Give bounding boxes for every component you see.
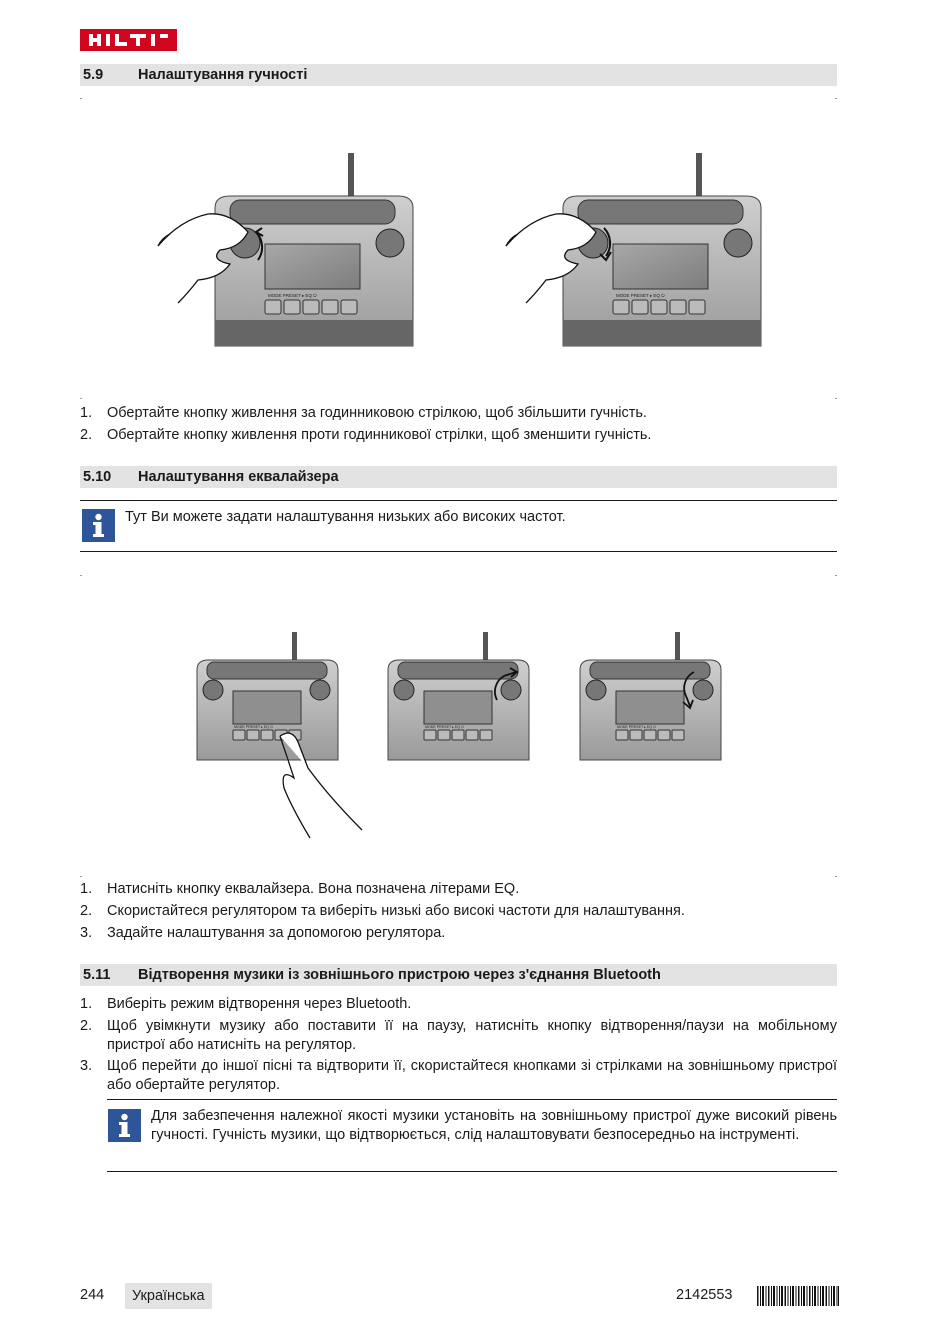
- figure-corner-mark: [835, 575, 837, 576]
- section-header-5-11: [80, 964, 837, 986]
- step-text: Щоб увімкнути музику або поставити її на паузу, натисніть кнопку відтворення/паузи на мобільному пристрої або натисніть на регулятор.: [107, 1018, 837, 1053]
- figure-corner-mark: [80, 575, 82, 576]
- svg-text:MODE PRESET ▸ EQ: MODE PRESET ▸ EQ ⏻: [616, 293, 665, 298]
- step-number: 1.: [80, 881, 93, 897]
- section-header-5-9: [80, 64, 837, 86]
- page-number: 244: [80, 1287, 105, 1303]
- note-top-rule: [107, 1099, 837, 1100]
- figure-corner-mark: [835, 98, 837, 99]
- equalizer-figure: [80, 628, 837, 860]
- document-number: 2142553: [676, 1287, 733, 1303]
- step-number: 3.: [80, 925, 93, 941]
- hilti-logo: [80, 29, 177, 51]
- step-number: 2.: [80, 427, 93, 443]
- radio-eq-3: [580, 632, 721, 760]
- section-number: 5.11: [83, 967, 111, 983]
- radio-eq-1: [197, 632, 362, 838]
- step-text: Задайте налаштування за допомогою регулятора.: [107, 925, 446, 941]
- step-text: Натисніть кнопку еквалайзера. Вона позначена літерами EQ.: [107, 881, 520, 897]
- svg-text:MODE PRESET ▸ EQ: MODE PRESET ▸ EQ ⏻: [268, 293, 317, 298]
- figure-corner-mark: [80, 98, 82, 99]
- step-text: Щоб перейти до іншої пісні та відтворити її, скористайтеся кнопками зі стрілками на зовнішньому пристрої або обертайте регулятор.: [107, 1058, 837, 1093]
- radio-left: [158, 153, 413, 346]
- step-number: 2.: [80, 903, 93, 919]
- step-number: 1.: [80, 996, 93, 1012]
- section-number: 5.10: [83, 469, 112, 485]
- info-icon: [108, 1109, 141, 1142]
- note-bottom-rule: [107, 1171, 837, 1172]
- figure-corner-mark: [80, 876, 82, 877]
- section-header-5-10: [80, 466, 837, 488]
- section-title: Налаштування еквалайзера: [138, 469, 339, 485]
- radio-eq-2: [388, 632, 529, 760]
- info-icon: [82, 509, 115, 542]
- volume-adjust-figure: [80, 148, 837, 350]
- figure-corner-mark: [835, 876, 837, 877]
- figure-corner-mark: [80, 398, 82, 399]
- note-text: Для забезпечення належної якості музики установіть на зовнішньому пристрої дуже високий рівень гучності. Гучність музики, що відтворюється, слід налаштовувати безпосередньо на інструменті.: [151, 1108, 837, 1143]
- step-number: 3.: [80, 1058, 93, 1074]
- section-title: Налаштування гучності: [138, 67, 308, 83]
- figure-corner-mark: [835, 398, 837, 399]
- language-label: Українська: [125, 1283, 212, 1309]
- note-text: Тут Ви можете задати налаштування низьких або високих частот.: [125, 509, 566, 525]
- barcode: [757, 1286, 839, 1306]
- svg-text:MODE PRESET ▸ EQ ⏻: MODE PRESET ▸ EQ ⏻: [234, 725, 273, 729]
- note-top-rule: [80, 500, 837, 501]
- step-number: 1.: [80, 405, 93, 421]
- svg-text:MODE PRESET ▸ EQ ⏻: MODE PRESET ▸ EQ ⏻: [425, 725, 464, 729]
- radio-right: [506, 153, 761, 346]
- svg-text:MODE PRESET ▸ EQ ⏻: MODE PRESET ▸ EQ ⏻: [617, 725, 656, 729]
- step-text: Скористайтеся регулятором та виберіть низькі або високі частоти для налаштування.: [107, 903, 685, 919]
- section-number: 5.9: [83, 67, 104, 83]
- section-title: Відтворення музики із зовнішнього пристрою через з'єднання Bluetooth: [138, 967, 661, 983]
- step-text: Обертайте кнопку живлення за годинниковою стрілкою, щоб збільшити гучність.: [107, 405, 647, 421]
- step-number: 2.: [80, 1018, 93, 1034]
- step-text: Виберіть режим відтворення через Bluetooth.: [107, 996, 412, 1012]
- note-bottom-rule: [80, 551, 837, 552]
- step-text: Обертайте кнопку живлення проти годинникової стрілки, щоб зменшити гучність.: [107, 427, 652, 443]
